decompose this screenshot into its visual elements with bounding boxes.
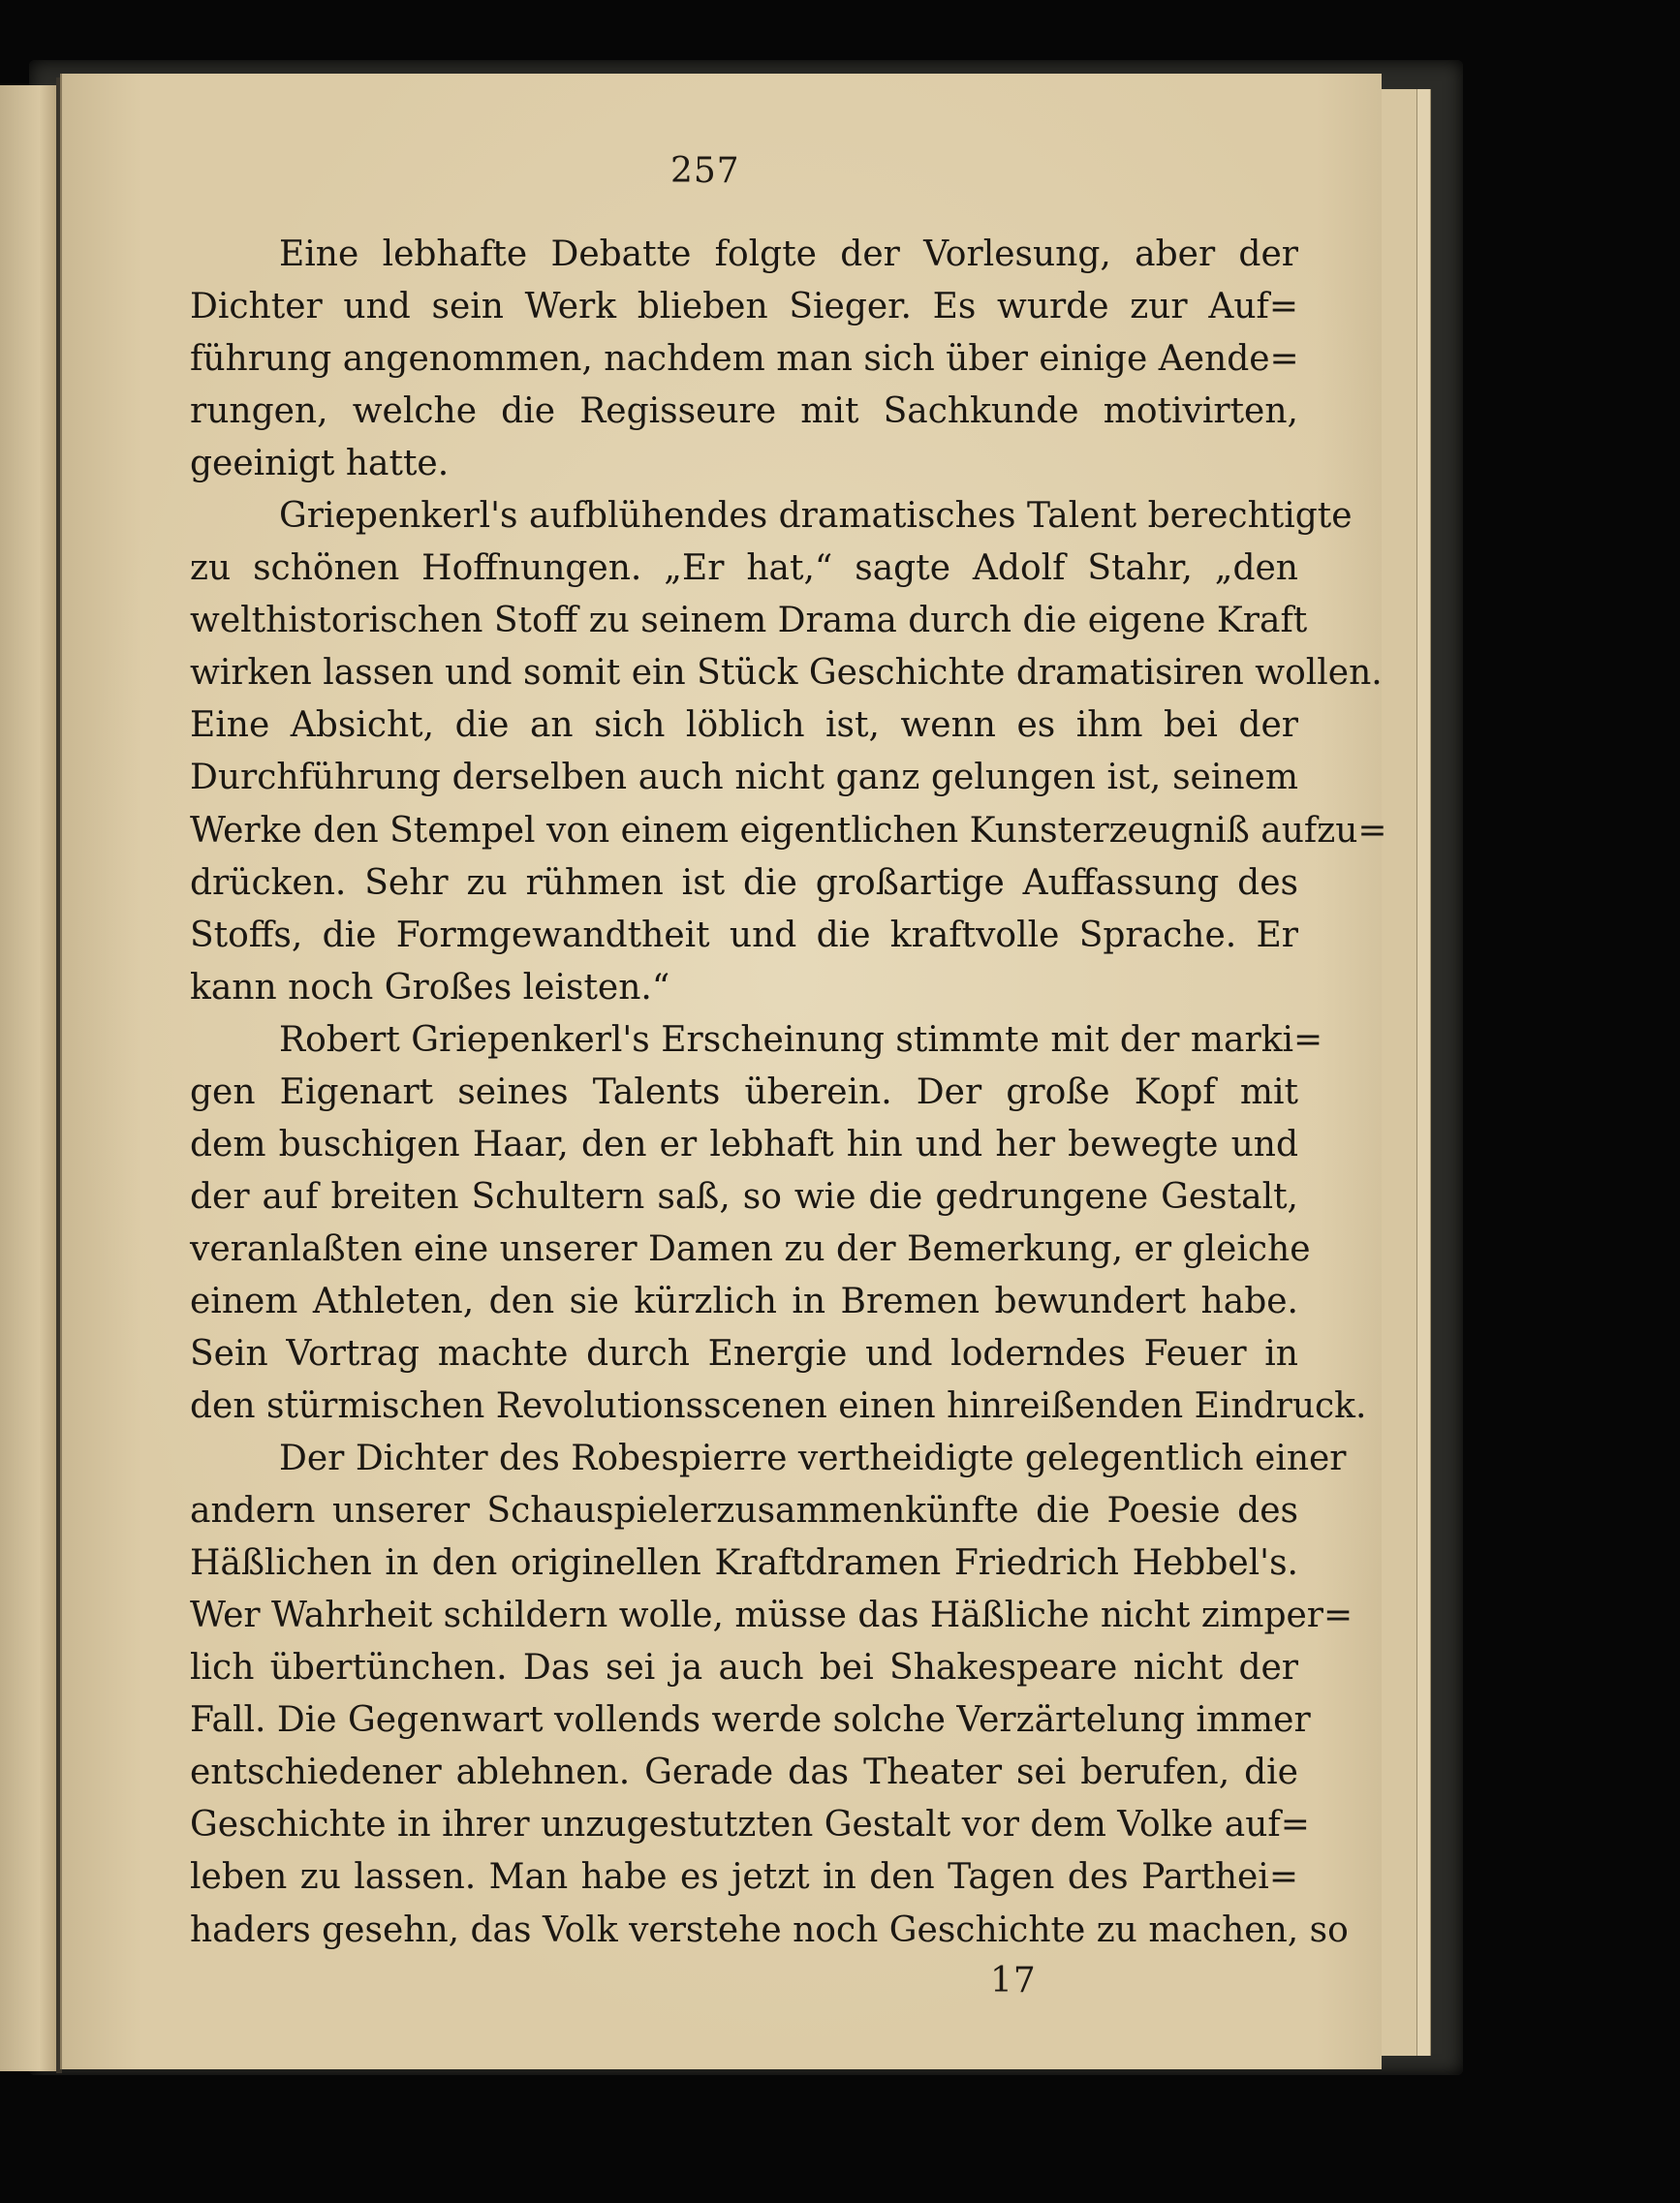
text-line: lich übertünchen. Das sei ja auch bei Shakespeare nicht der [190,1648,1298,1689]
text-line: leben zu lassen. Man habe es jetzt in den Tagen des Parthei= [190,1857,1298,1898]
text-line: einem Athleten, den sie kürzlich in Bremen bewundert habe. [190,1281,1298,1321]
text-line: geeinigt hatte. [190,444,450,484]
book-page [60,74,1387,2069]
text-line: den stürmischen Revolutionsscenen einen hinreißenden Eindruck. [190,1386,1367,1427]
text-line: Eine lebhafte Debatte folgte der Vorlesung, aber der [279,234,1298,274]
text-line: Sein Vortrag machte durch Energie und loderndes Feuer in [190,1333,1298,1374]
text-line: andern unserer Schauspielerzusammenkünfte die Poesie des [190,1491,1298,1532]
text-line: Der Dichter des Robespierre vertheidigte gelegentlich einer [279,1439,1347,1479]
text-line: Griepenkerl's aufblühendes dramatisches Talent berechtigte [279,496,1353,537]
text-line: der auf breiten Schultern saß, so wie die gedrungene Gestalt, [190,1176,1298,1217]
text-line: Fall. Die Gegenwart vollends werde solche Verzärtelung immer [190,1700,1311,1741]
text-line: führung angenommen, nachdem man sich über einige Aende= [190,339,1299,380]
text-line: haders gesehn, das Volk verstehe noch Geschichte zu machen, so [190,1909,1349,1950]
signature-mark: 17 [990,1961,1037,2001]
text-line: rungen, welche die Regisseure mit Sachkunde motivirten, [190,391,1298,432]
text-line: Geschichte in ihrer unzugestutzten Gestalt vor dem Volke auf= [190,1805,1310,1846]
text-line: Dichter und sein Werk blieben Sieger. Es wurde zur Auf= [190,287,1298,327]
text-line: dem buschigen Haar, den er lebhaft hin und her bewegte und [190,1124,1298,1164]
text-line: Wer Wahrheit schildern wolle, müsse das Häßliche nicht zimper= [190,1596,1353,1636]
text-line: drücken. Sehr zu rühmen ist die großartige Auffassung des [190,862,1298,903]
text-line: veranlaßten eine unserer Damen zu der Bemerkung, er gleiche [190,1228,1311,1269]
text-line: Eine Absicht, die an sich löblich ist, wenn es ihm bei der [190,705,1298,746]
text-line: welthistorischen Stoff zu seinem Drama durch die eigene Kraft [190,601,1308,641]
text-line: Stoffs, die Formgewandtheit und die kraftvolle Sprache. Er [190,915,1298,955]
text-line: Häßlichen in den originellen Kraftdramen Friedrich Hebbel's. [190,1543,1298,1584]
page-body-text [190,229,1387,1957]
text-line: gen Eigenart seines Talents überein. Der große Kopf mit [190,1071,1298,1112]
page-number: 257 [670,151,740,191]
text-line: zu schönen Hoffnungen. „Er hat,“ sagte Adolf Stahr, „den [190,548,1298,589]
text-line: kann noch Großes leisten.“ [190,967,670,1008]
text-line: Robert Griepenkerl's Erscheinung stimmte mit der marki= [279,1019,1323,1060]
text-line: Durchführung derselben auch nicht ganz gelungen ist, seinem [190,758,1298,798]
text-line: entschiedener ablehnen. Gerade das Theater sei berufen, die [190,1753,1298,1793]
text-line: wirken lassen und somit ein Stück Geschichte dramatisiren wollen. [190,653,1383,694]
previous-page-edge [0,85,58,2071]
text-line: Werke den Stempel von einem eigentlichen Kunsterzeugniß aufzu= [190,810,1387,851]
